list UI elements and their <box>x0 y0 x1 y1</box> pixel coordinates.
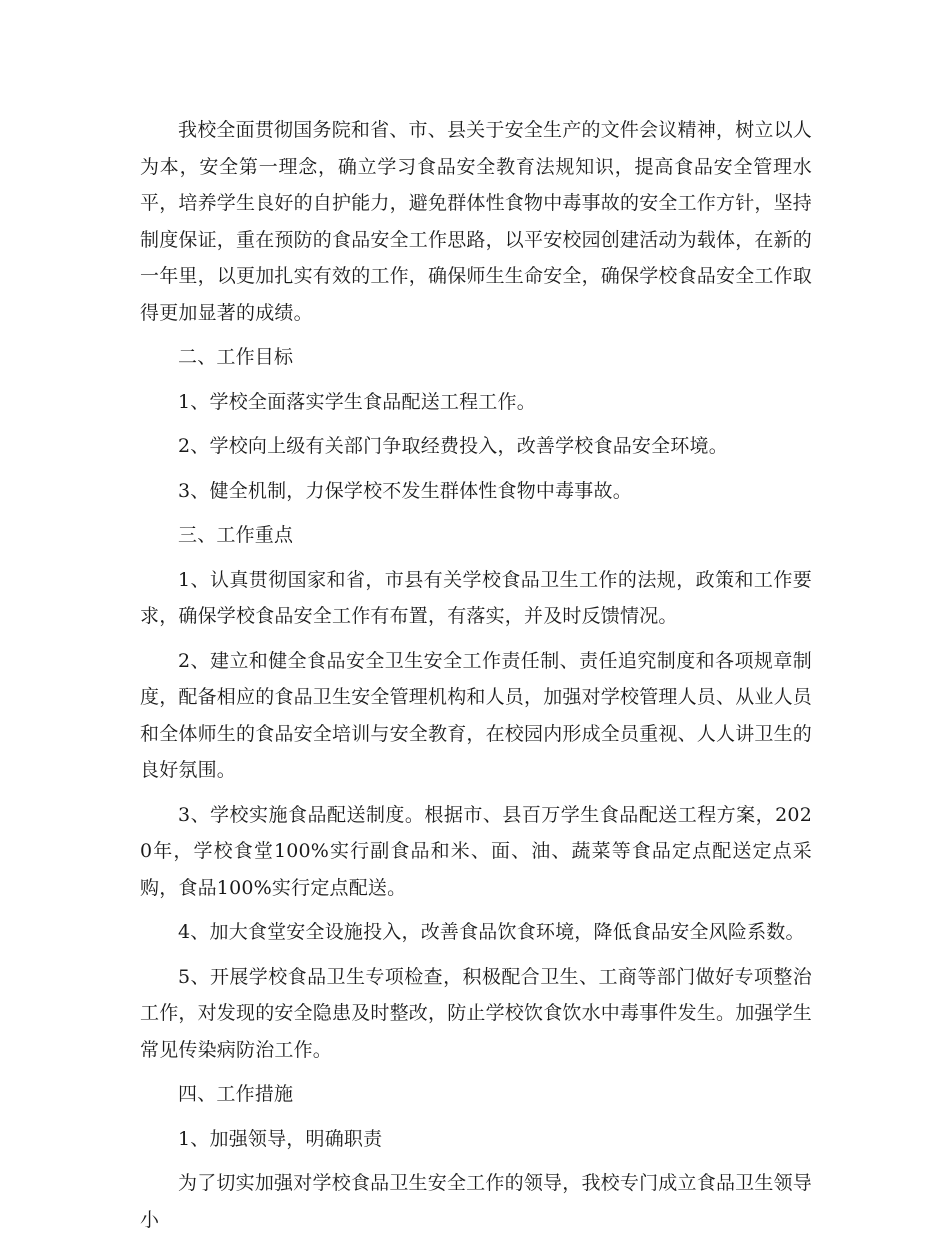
focus-item-4: 4、加大食堂安全设施投入，改善食品饮食环境，降低食品安全风险系数。 <box>178 921 805 943</box>
intro-paragraph: 我校全面贯彻国务院和省、市、县关于安全生产的文件会议精神，树立以人为本，安全第一理念，确立学习食品安全教育法规知识，提高食品安全管理水平，培养学生良好的自护能力，避免群体性食物中毒事故的安全工作方针，坚持制度保证，重在预防的食品安全工作思路，以平安校园创建活动为载体，在新的一年里，以更加扎实有效的工作，确保师生生命安全，确保学校食品安全工作取得更加显著的成绩。 <box>140 119 813 324</box>
measure-item-1: 1、加强领导，明确职责 <box>178 1127 383 1150</box>
measure-paragraph: 为了切实加强对学校食品卫生安全工作的领导，我校专门成立食品卫生领导小 <box>140 1172 812 1231</box>
focus-item-3: 3、学校实施食品配送制度。根据市、县百万学生食品配送工程方案，2020年，学校食堂100%实行副食品和米、面、油、蔬菜等食品定点配送定点采购，食品100%实行定点配送。 <box>140 803 812 899</box>
focus-item-1: 1、认真贯彻国家和省，市县有关学校食品卫生工作的法规，政策和工作要求，确保学校食品安全工作有布置，有落实，并及时反馈情况。 <box>140 568 812 627</box>
section-heading-focus: 三、工作重点 <box>178 524 294 546</box>
goal-item-3: 3、健全机制，力保学校不发生群体性食物中毒事故。 <box>178 479 632 502</box>
section-heading-measures: 四、工作措施 <box>178 1083 294 1105</box>
goal-item-2: 2、学校向上级有关部门争取经费投入，改善学校食品安全环境。 <box>178 435 728 457</box>
focus-item-5: 5、开展学校食品卫生专项检查，积极配合卫生、工商等部门做好专项整治工作，对发现的安全隐患及时整改，防止学校饮食饮水中毒事件发生。加强学生常见传染病防治工作。 <box>140 965 813 1061</box>
section-heading-goals: 二、工作目标 <box>178 346 294 368</box>
focus-item-2: 2、建立和健全食品安全卫生安全工作责任制、责任追究制度和各项规章制度，配备相应的食品卫生安全管理机构和人员，加强对学校管理人员、从业人员和全体师生的食品安全培训与安全教育，在校园内形成全员重视、人人讲卫生的良好氛围。 <box>140 649 813 781</box>
document-body <box>140 112 812 1246</box>
goal-item-1: 1、学校全面落实学生食品配送工程工作。 <box>178 390 536 413</box>
